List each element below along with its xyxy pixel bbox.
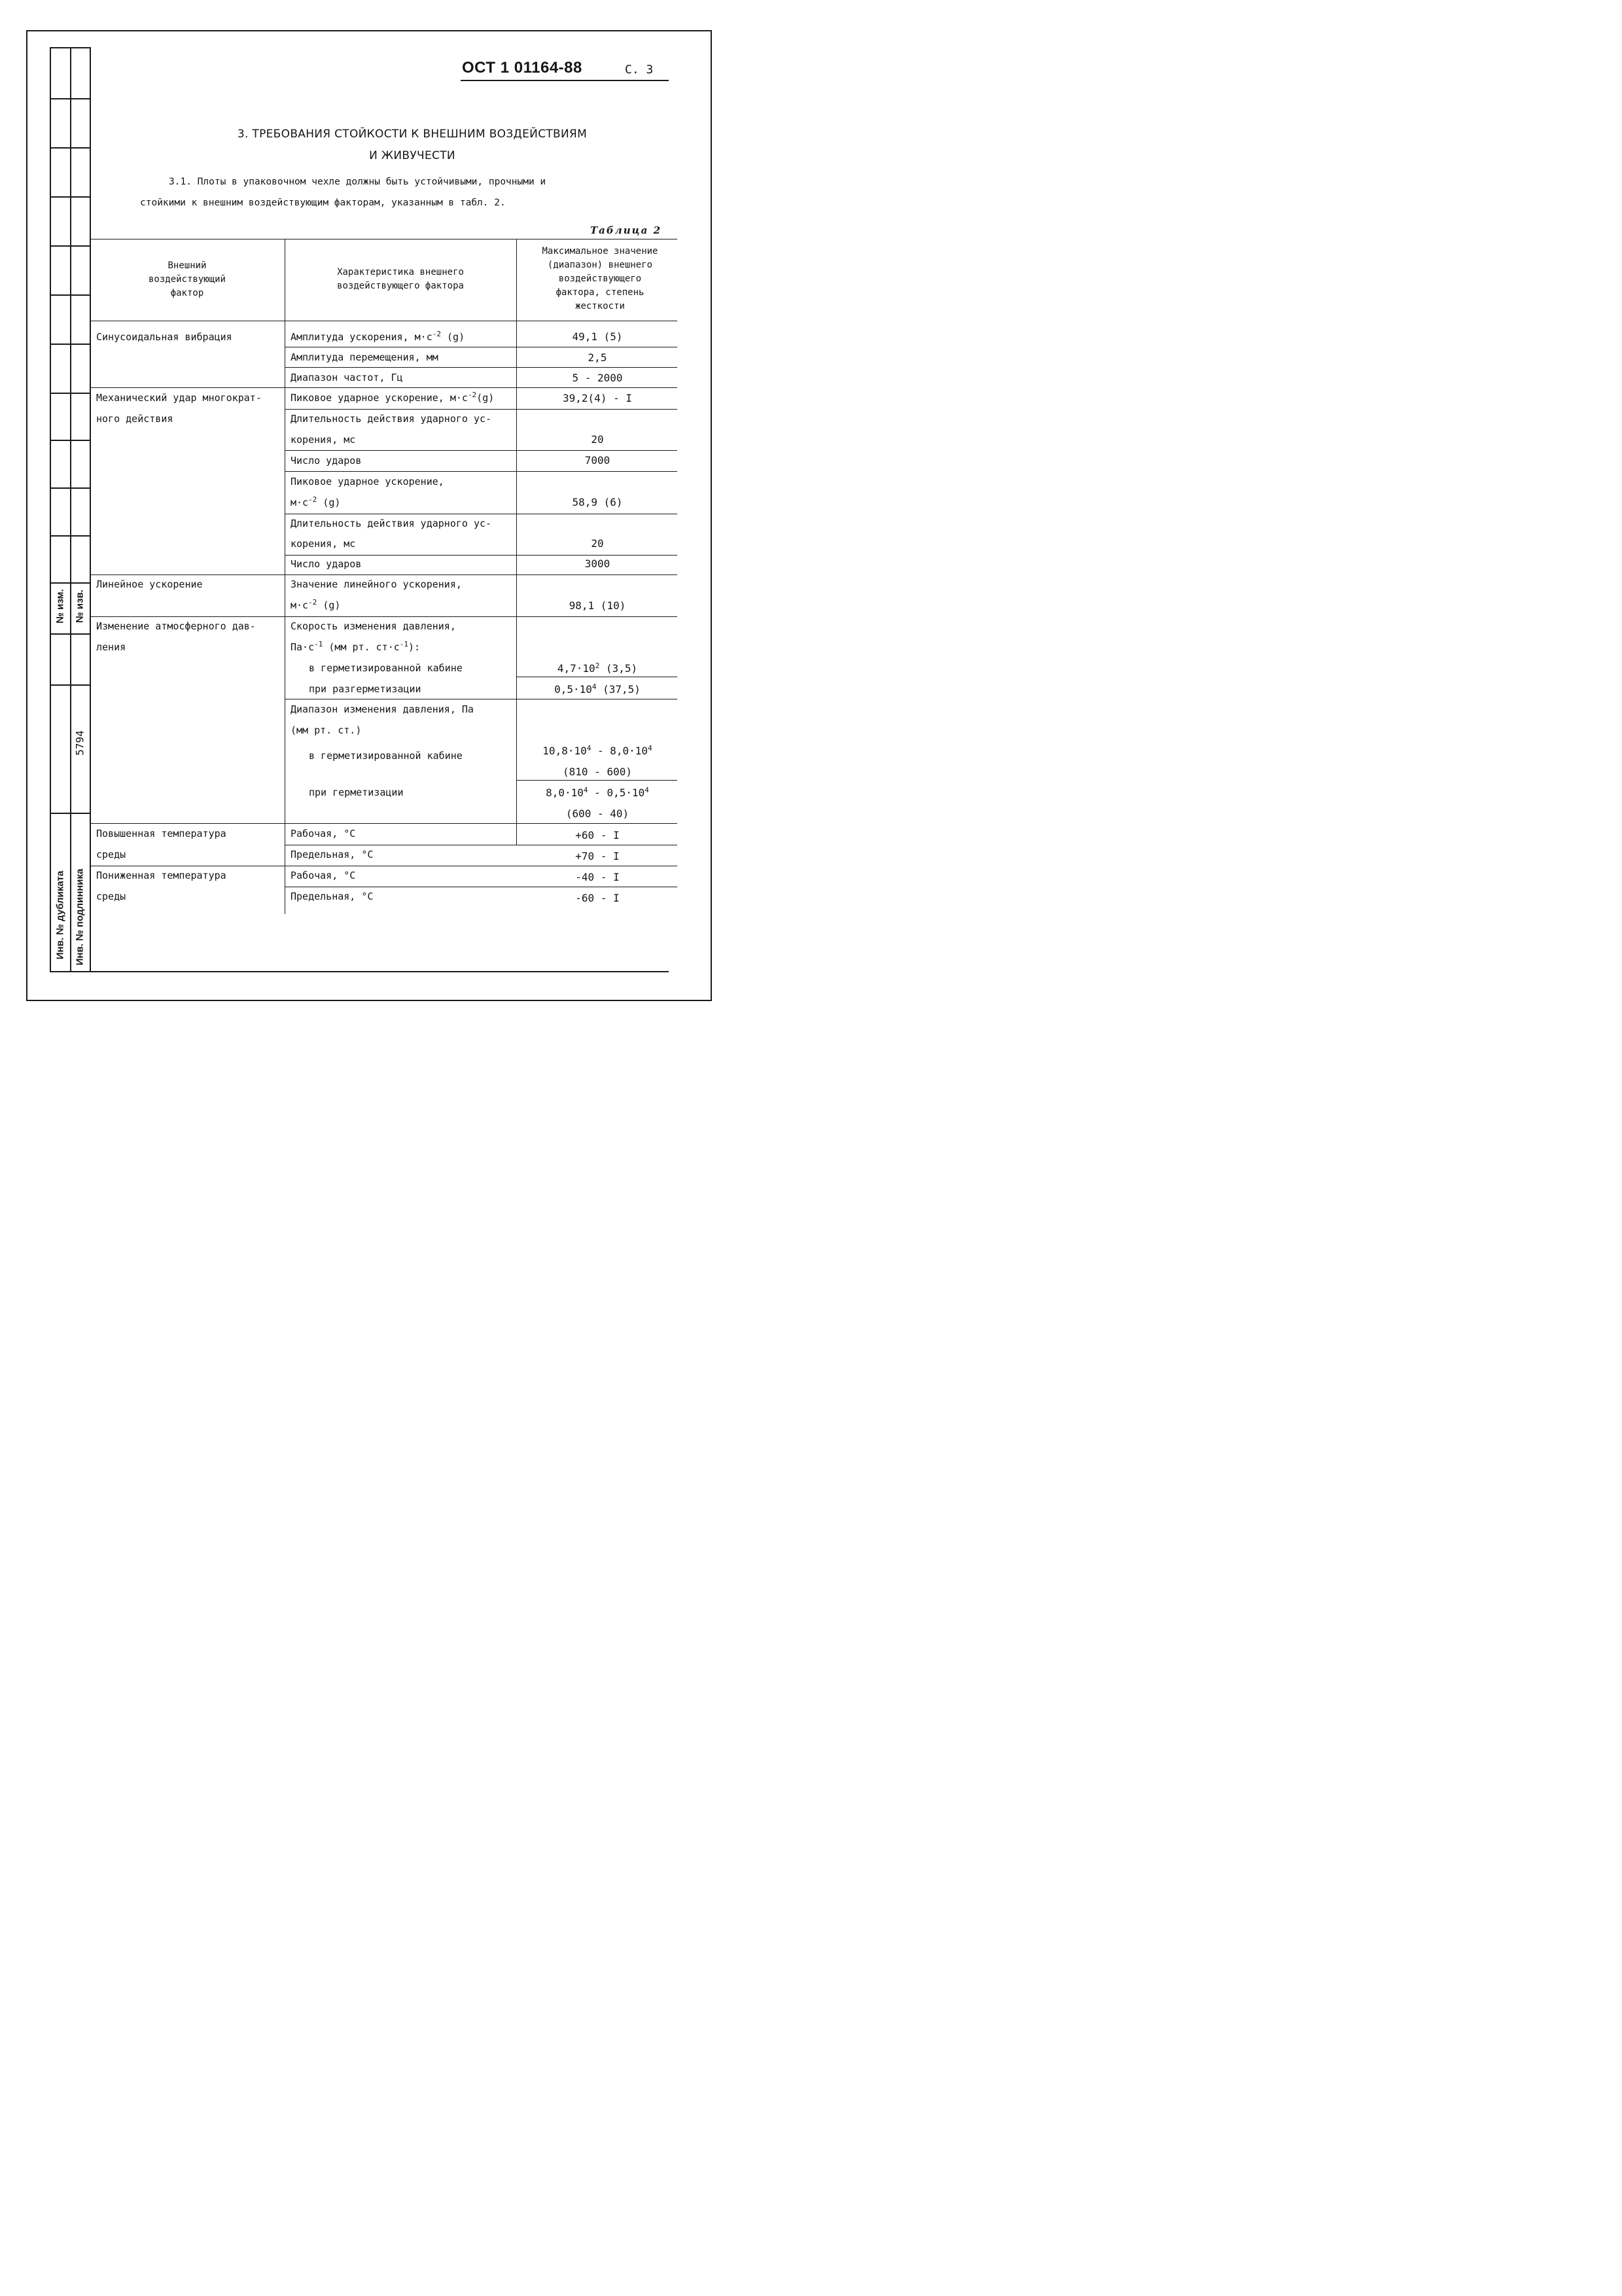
factor-sine-vibration: Синусоидальная вибрация bbox=[96, 331, 232, 343]
value-pressure-range-unsealed: $8,0\cdot 10^4 - 0,5\cdot 10^4$ bbox=[546, 786, 649, 799]
value-peak-shock-acceleration: 39,2(4) - I bbox=[563, 392, 632, 404]
side-column-divider bbox=[70, 47, 71, 972]
side-cell-border bbox=[50, 633, 90, 635]
table-row-border bbox=[90, 574, 677, 575]
value-acceleration-amplitude: 49,1 (5) bbox=[572, 330, 623, 343]
original-inventory-number: 5794 bbox=[73, 730, 86, 756]
table-row-border bbox=[285, 471, 677, 472]
original-inventory-label: Инв. № подлинника bbox=[74, 868, 86, 966]
side-cell-border bbox=[50, 147, 90, 149]
char-pressure-range: Диапазон изменения давления, Па bbox=[291, 703, 474, 715]
char-limit-low-temp: Предельная, °С bbox=[291, 891, 374, 902]
duplicate-inventory-label: Инв. № дубликата bbox=[54, 870, 66, 960]
value-working-low-temp: -40 - I bbox=[575, 871, 620, 883]
value-shock-count: 7000 bbox=[584, 454, 610, 467]
char-linear-acceleration: Значение линейного ускорения, bbox=[291, 578, 462, 590]
value-limit-low-temp: -60 - I bbox=[575, 892, 620, 904]
paragraph-line: 3.1. Плоты в упаковочном чехле должны быть устойчивыми, прочными и bbox=[169, 177, 546, 187]
char-shock-duration: Длительность действия ударного ус- bbox=[291, 413, 492, 425]
factor-linear-acceleration: Линейное ускорение bbox=[96, 578, 203, 590]
table-row-border bbox=[285, 450, 677, 451]
char-pressure-rate-sealed: в герметизированной кабине bbox=[309, 662, 463, 674]
header-rule bbox=[461, 80, 669, 81]
value-shock-count-2: 3000 bbox=[584, 557, 610, 570]
paragraph-line: стойкими к внешним воздействующим факторам, указанным в табл. 2. bbox=[140, 198, 506, 208]
char-pressure-rate-unsealed: при разгерметизации bbox=[309, 683, 421, 695]
side-cell-border bbox=[50, 344, 90, 345]
char-shock-count-2: Число ударов bbox=[291, 558, 362, 570]
char-working-high-temp: Рабочая, °С bbox=[291, 828, 356, 839]
izm-number-label: № изм. bbox=[54, 589, 66, 624]
factor-mechanical-shock: Механический удар многократ- bbox=[96, 392, 262, 404]
value-pressure-range-unsealed-mm: (600 - 40) bbox=[565, 807, 629, 820]
factor-pressure-change-continued: ления bbox=[96, 641, 126, 653]
factor-pressure-change: Изменение атмосферного дав- bbox=[96, 620, 256, 632]
char-linear-acceleration-unit: $м\cdot с^{-2}$ (g) bbox=[291, 598, 341, 611]
side-cell-border bbox=[50, 813, 90, 814]
section-title-continued: И ЖИВУЧЕСТИ bbox=[369, 149, 455, 162]
char-pressure-range-sealed: в герметизированной кабине bbox=[309, 750, 463, 762]
value-pressure-range-sealed: $10,8\cdot 10^4 - 8,0\cdot 10^4$ bbox=[542, 744, 652, 757]
char-pressure-range-unit: (мм рт. ст.) bbox=[291, 724, 362, 736]
value-pressure-rate-unsealed: $0,5\cdot 10^4$ (37,5) bbox=[554, 682, 641, 696]
side-cell-border bbox=[50, 294, 90, 296]
factor-low-temperature: Пониженная температура bbox=[96, 870, 226, 881]
char-shock-duration-2-continued: корения, мс bbox=[291, 538, 356, 550]
char-frequency-range: Диапазон частот, Гц bbox=[291, 372, 403, 383]
char-pressure-rate: Скорость изменения давления, bbox=[291, 620, 456, 632]
char-limit-high-temp: Предельная, °С bbox=[291, 849, 374, 860]
char-shock-duration-continued: корения, мс bbox=[291, 434, 356, 446]
factor-mechanical-shock-continued: ного действия bbox=[96, 413, 173, 425]
char-working-low-temp: Рабочая, °С bbox=[291, 870, 356, 881]
table-row-border bbox=[516, 780, 677, 781]
document-code: ОСТ 1 01164-88 bbox=[462, 59, 582, 77]
side-column-divider bbox=[90, 47, 91, 972]
column-header-characteristic: Характеристика внешнего воздействующего фактора bbox=[337, 267, 464, 291]
char-peak-shock-acceleration-2-unit: $м\cdot с^{-2}$ (g) bbox=[291, 495, 341, 508]
char-peak-shock-acceleration-2: Пиковое ударное ускорение, bbox=[291, 476, 444, 487]
value-frequency-range: 5 - 2000 bbox=[572, 372, 623, 384]
section-title: 3. ТРЕБОВАНИЯ СТОЙКОСТИ К ВНЕШНИМ ВОЗДЕЙСТВИЯМ bbox=[237, 128, 588, 141]
side-cell-border bbox=[50, 47, 90, 48]
side-cell-border bbox=[50, 393, 90, 394]
char-shock-duration-2: Длительность действия ударного ус- bbox=[291, 518, 492, 529]
value-shock-duration: 20 bbox=[591, 433, 604, 446]
value-limit-high-temp: +70 - I bbox=[575, 850, 620, 862]
side-cell-border bbox=[50, 684, 90, 686]
side-cell-border bbox=[50, 487, 90, 489]
value-linear-acceleration: 98,1 (10) bbox=[569, 599, 626, 612]
factor-high-temperature: Повышенная температура bbox=[96, 828, 226, 839]
table-row-border bbox=[90, 387, 677, 388]
char-shock-count: Число ударов bbox=[291, 455, 362, 467]
value-peak-shock-acceleration-2: 58,9 (6) bbox=[572, 496, 623, 508]
factor-high-temperature-continued: среды bbox=[96, 849, 126, 860]
side-cell-border bbox=[50, 440, 90, 441]
table-label: Таблица 2 bbox=[590, 224, 662, 236]
char-peak-shock-acceleration: Пиковое ударное ускорение, $м\cdot с^{-2}(g)$ bbox=[291, 391, 495, 404]
side-cell-border bbox=[50, 196, 90, 198]
table-row-border bbox=[285, 409, 677, 410]
value-shock-duration-2: 20 bbox=[591, 537, 604, 550]
table-row-border bbox=[285, 367, 677, 368]
table-row-border bbox=[90, 616, 677, 617]
char-acceleration-amplitude: Амплитуда ускорения, $м\cdot с^{-2}$ (g) bbox=[291, 330, 465, 343]
char-pressure-range-unsealed: при герметизации bbox=[309, 786, 404, 798]
column-header-factor: Внешний воздействующий фактор bbox=[148, 260, 226, 298]
izv-number-label: № изв. bbox=[74, 590, 86, 623]
table-row-border bbox=[285, 555, 677, 556]
char-pressure-rate-unit: $Па\cdot с^{-1}$ (мм рт. $ст\cdot с^{-1}$): bbox=[291, 640, 421, 653]
value-working-high-temp: +60 - I bbox=[575, 829, 620, 841]
factor-low-temperature-continued: среды bbox=[96, 891, 126, 902]
side-cell-border bbox=[50, 535, 90, 537]
char-displacement-amplitude: Амплитуда перемещения, мм bbox=[291, 351, 438, 363]
value-pressure-range-sealed-mm: (810 - 600) bbox=[563, 766, 632, 778]
page-number: С. 3 bbox=[625, 63, 654, 77]
column-header-max-value: Максимальное значение (диапазон) внешнего воздействующего фактора, степень жесткости bbox=[542, 246, 658, 311]
value-displacement-amplitude: 2,5 bbox=[588, 351, 607, 364]
table-row-border bbox=[90, 823, 677, 824]
side-cell-border bbox=[50, 245, 90, 247]
value-pressure-rate-sealed: $4,7\cdot 10^2$ (3,5) bbox=[557, 662, 638, 675]
side-cell-border bbox=[50, 98, 90, 99]
